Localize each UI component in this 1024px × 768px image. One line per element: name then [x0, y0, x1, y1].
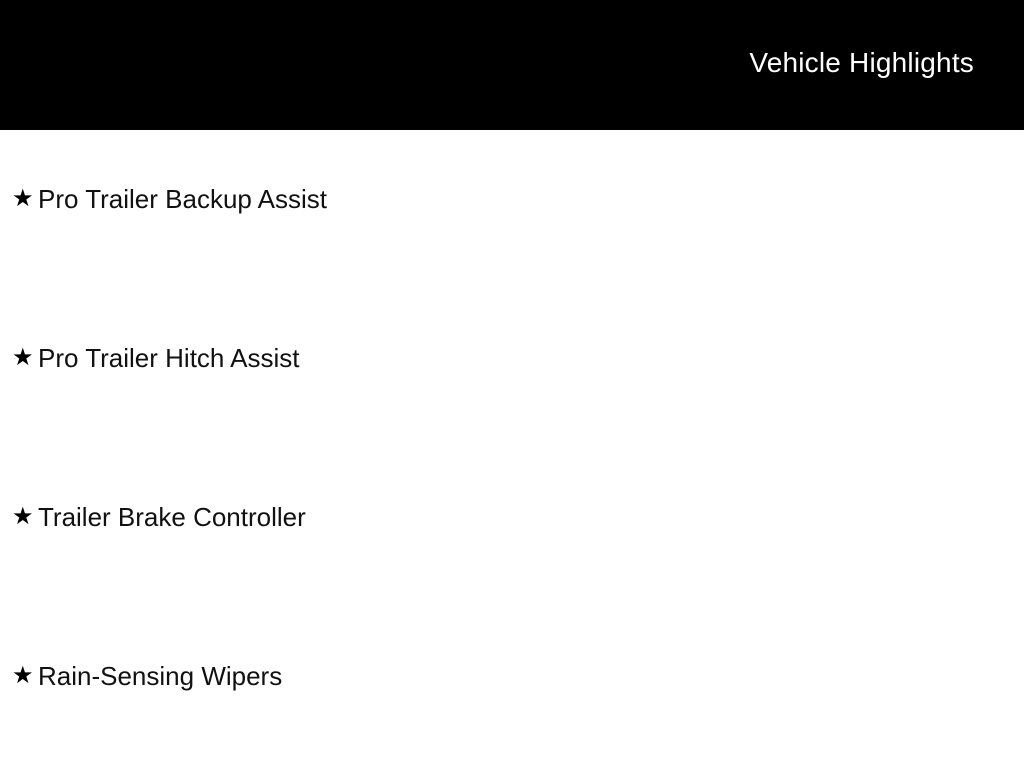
highlight-label: Pro Trailer Backup Assist	[38, 184, 327, 214]
list-item	[0, 607, 1024, 766]
star-icon: ★	[12, 344, 34, 372]
list-item	[0, 289, 1024, 448]
highlight-row	[12, 344, 300, 373]
highlight-label: Pro Trailer Hitch Assist	[38, 343, 300, 373]
star-icon: ★	[12, 185, 34, 213]
highlight-label: Rain-Sensing Wipers	[38, 661, 283, 691]
star-icon: ★	[12, 662, 34, 690]
highlight-row	[12, 662, 282, 691]
highlight-row	[12, 503, 306, 532]
header-bar	[0, 0, 1024, 130]
page-title: Vehicle Highlights	[749, 47, 974, 78]
highlights-list	[0, 130, 1024, 766]
star-icon: ★	[12, 503, 34, 531]
list-item	[0, 130, 1024, 289]
highlight-label: Trailer Brake Controller	[38, 502, 306, 532]
list-item	[0, 448, 1024, 607]
highlight-row	[12, 185, 327, 214]
